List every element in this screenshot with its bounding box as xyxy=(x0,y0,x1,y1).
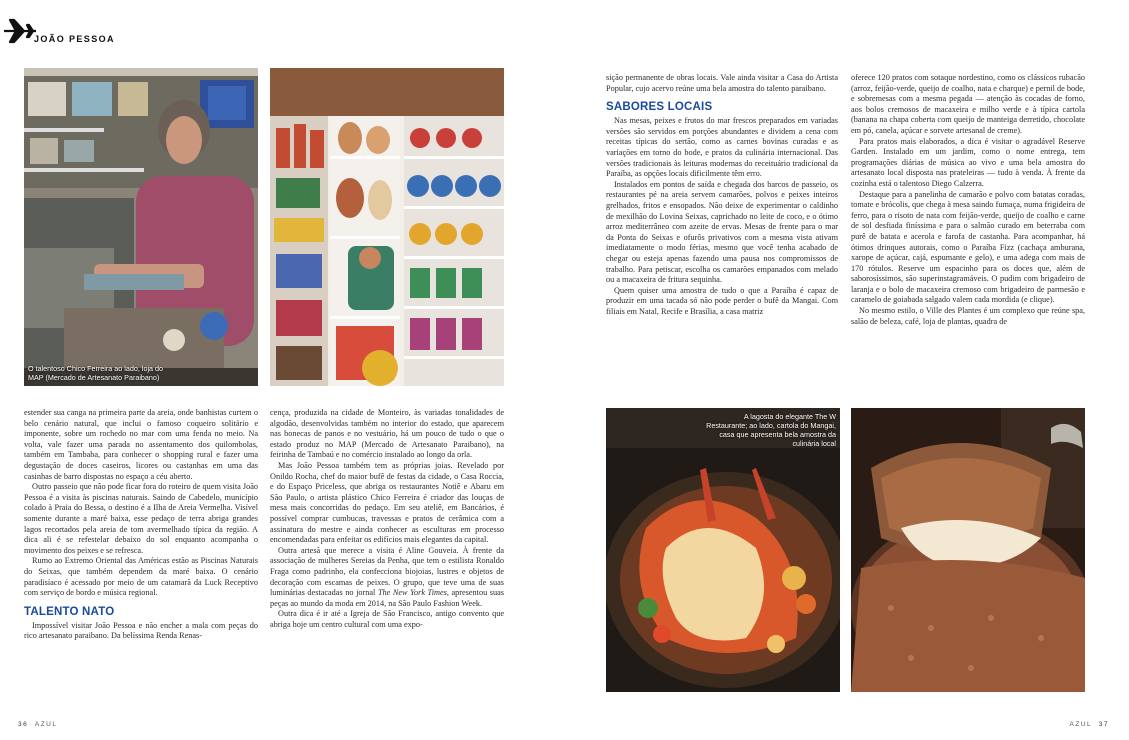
text-column-1 xyxy=(24,408,258,642)
crafts-shelves-photo xyxy=(270,68,504,386)
body-paragraph: oferece 120 pratos com sotaque nordestino, como os clássicos rubacão (arroz, feijão-verde, queijo de coalho, nata e charque) e pernil de bode, e sobremesas com a mesma pegada — atenção às cocadas de forno, aos bolos cremosos de macaxeira e milho verde e à típica cartola (banana na chapa coberta com queijo de manteiga derretido, chocolate em pó, canela, açúcar e sorvete artesanal de creme). xyxy=(851,73,1085,135)
body-paragraph: cença, produzida na cidade de Monteiro, às variadas tonalidades de algodão, desenvolvidas também no interior do estado, que aparecem nas bonecas de panos e no vestuário, há um pouco de tudo o que o estado produz no MAP (Mercado de Artesanato Paraibano), na feirinha de Tambaú e no comércio instalado ao longo da orla. xyxy=(270,408,504,460)
food-caption: A lagosta do elegante The W Restaurante; ao lado, cartola do Mangai, casa que apresenta bela amostra da culinária local xyxy=(706,412,836,448)
body-paragraph: Mas João Pessoa também tem as próprias joias. Revelado por Onildo Rocha, chef do maior bufê de festas da cidade, o Casa Roccia, e do Espaço Priceless, que abriga os restaurantes Notiê e Abaru em São Paulo, o artista plástico Chico Ferreira é criador das louças de mesa mais concorridas do pedaço. Em seu ateliê, em Bancários, é possível comprar cumbucas, travessas e pratos de cerâmica com a assinatura do mestre e ainda conhecer as esculturas em processo encomendadas para enfeitar os edifícios mais elegantes da capital. xyxy=(270,460,504,545)
body-paragraph: Quem quiser uma amostra de tudo o que a Paraíba é capaz de produzir em uma tacada só não pode perder o bufê da Mangai. Com filiais em Natal, Recife e Brasília, a casa matriz xyxy=(606,285,838,316)
right-folio xyxy=(1070,721,1109,728)
body-paragraph: sição permanente de obras locais. Vale ainda visitar a Casa do Artista Popular, cujo acervo reúne uma bela amostra do talento paraibano. xyxy=(606,73,838,93)
body-paragraph: Impossível visitar João Pessoa e não encher a mala com peças do rico artesanato paraibano. Da belíssima Renda Renas- xyxy=(24,620,258,641)
body-paragraph: Outra dica é ir até a Igreja de São Francisco, antigo convento que abriga hoje um centro cultural com uma expo- xyxy=(270,609,504,629)
artisan-caption: O talentoso Chico Ferreira ao lado, loja do MAP (Mercado de Artesanato Paraibano) xyxy=(28,364,164,382)
body-paragraph: Outra artesã que merece a visita é Aline Gouveia. À frente da associação de mulheres Sereias da Penha, que tem o estilista Ronaldo Fraga como padrinho, ela confecciona biojoias, lustres e objetos de decoração com escamas de peixes. O grupo, que teve uma de suas luminárias destacadas no jornal The New York Times, apresentou suas peças ao mundo da moda em 2014, na São Paulo Fashion Week. xyxy=(270,545,505,608)
body-paragraph: Para pratos mais elaborados, a dica é visitar o agradável Reserve Garden. Instalado em um jardim, como o nome entrega, tem programações diárias de música ao vivo e uma bela amostra do artesanato local disposta nas prateleiras — tudo à venda. À frente da cozinha está o talentoso Diego Calzerra. xyxy=(851,136,1085,188)
artisan-photo xyxy=(24,68,258,386)
section-title: JOÃO PESSOA xyxy=(34,34,115,44)
body-paragraph: Destaque para a panelinha de camarão e polvo com batatas coradas, tomate e brócolis, que chega à mesa saindo fumaça, numa frigideira de ferro, para o risoto de nata com feijão-verde, queijo de coalho e carne de sol desfiada finíssima e para o salmão curado em beterraba com purê de batata e acerola e farofa de castanha. Para acompanhar, há ótimos drinques autorais, como o Paraíba Fizz (cachaça amburana, xarope de açúcar, cajá, espumante e gelo), e uma adega com mais de 170 rótulos. Reserve um espacinho para os doces que, além de saborosíssimos, são superinstagramáveis. O pudim com brigadeiro de laranja e o bolo de macaxeira cremoso com brigadeiro de parmesão e caramelo de goiabada salgado valem cada mordida (e clique). xyxy=(851,189,1085,305)
body-paragraph: Outro passeio que não pode ficar fora do roteiro de quem visita João Pessoa é a visita às piscinas naturais. Saindo de Cabedelo, município colado à Praia do Bessa, o destino é a Ilha de Areia Vermelha. Visível somente durante a maré baixa, esse pedaço de terra abriga grandes lagos recortados pela areia de tom avermelhado típica da região. A dica ali é se refestelar debaixo do sol enquanto acompanha o movimento dos peixes e se refresca. xyxy=(24,482,258,555)
body-paragraph: estender sua canga na primeira parte da areia, onde banhistas curtem o belo cenário natural, que inclui o famoso coqueiro solitário e imponente, sobre um rochedo no mar com uma fenda no meio. Na volta, vale fazer uma parada no assentamento dos quilombolas, também em Tambaba, para conhecer o shopping rural e fazer uma degustação de doces caseiros, licores ou castanhas em uma das casinhas de barro dispostas no espaço a céu aberto. xyxy=(24,408,258,481)
running-header xyxy=(0,14,560,54)
page-number: 37 xyxy=(1098,721,1109,728)
text-column-4 xyxy=(851,73,1085,327)
magazine-brand: AZUL xyxy=(1069,721,1093,728)
body-paragraph: Nas mesas, peixes e frutos do mar frescos preparados em variadas versões são servidos em porções abundantes e dividem a cena com receitas típicas do sertão, como as carnes bovinas curadas e as variações em torno do bode, e pratos da culinária internacional. Das versões tradicionais às leituras modernas do receituário tradicional da Paraíba, as opções locais dificilmente têm erro. xyxy=(606,116,838,179)
airplane-icon xyxy=(2,18,38,44)
left-folio xyxy=(18,721,57,728)
text-column-2 xyxy=(270,408,504,630)
body-paragraph: Instalados em pontos de saída e chegada dos barcos de passeio, os restaurantes pé na areia servem camarões, polvos e peixes inteiros grelhados, fritos e ensopados. Não deixe de experimentar o caldinho de mexilhão do Lovina Seixas, caprichado no leite de coco, e o ótimo arroz mediterrâneo com azeite de ervas. Mesas de frente para o mar da Ponta do Seixas e ofurôs privativos com a mesma vista ativam imediatamente o modo férias, mesmo que você tenha acabado de chegar ou esteja apenas fazendo uma pausa nos compromissos de trabalho. Para petiscar, escolha os camarões empanados com melado ou a macaxeira de fritura sequinha. xyxy=(606,179,838,285)
text-column-3 xyxy=(606,73,838,317)
page-number: 36 xyxy=(18,721,29,728)
subheading: SABORES LOCAIS xyxy=(606,101,713,114)
magazine-brand: AZUL xyxy=(34,721,58,728)
subheading: TALENTO NATO xyxy=(24,605,115,618)
body-paragraph: Rumo ao Extremo Oriental das Américas estão as Piscinas Naturais do Seixas, que também dependem da maré baixa. O cenário paradisíaco é acessado por meio de um catamarã da Luck Receptivo com serviço de bordo e música regional. xyxy=(24,556,258,598)
body-paragraph: No mesmo estilo, o Ville des Plantes é um complexo que reúne spa, salão de beleza, café, loja de plantas, quadra de xyxy=(851,306,1085,326)
cartola-dessert-photo xyxy=(851,408,1085,692)
lobster-dish-photo xyxy=(606,408,840,692)
